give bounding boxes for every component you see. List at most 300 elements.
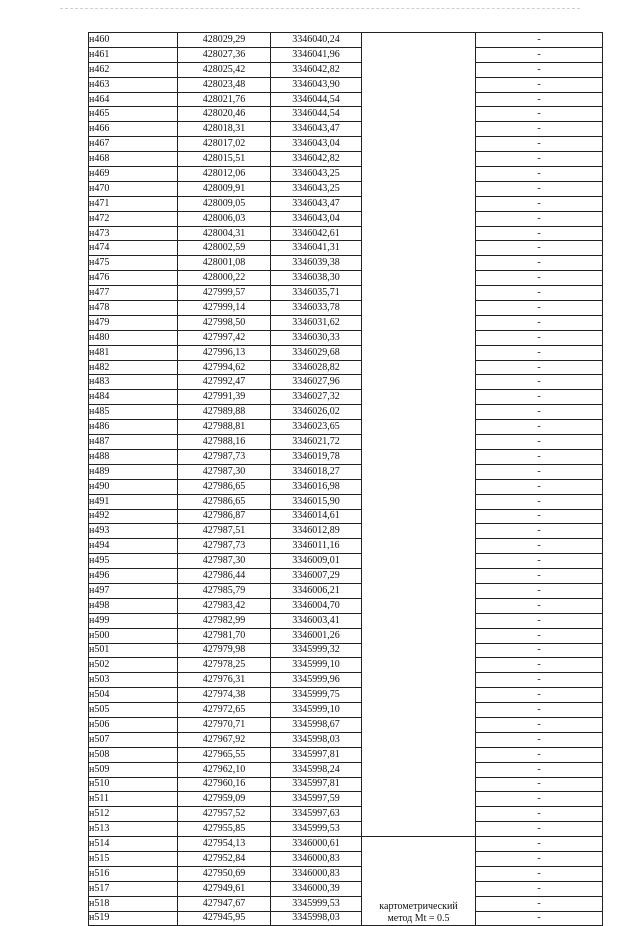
coordinates-table — [88, 32, 603, 926]
y-coordinate-cell: 3345999,53 — [271, 822, 362, 837]
point-id-cell: н496 — [89, 569, 178, 584]
table-row — [89, 881, 603, 896]
x-coordinate-cell: 427996,13 — [178, 345, 271, 360]
note-cell: - — [476, 688, 603, 703]
table-row — [89, 435, 603, 450]
point-id-cell: н478 — [89, 301, 178, 316]
x-coordinate-cell: 427987,51 — [178, 524, 271, 539]
table-row — [89, 628, 603, 643]
x-coordinate-cell: 427998,50 — [178, 315, 271, 330]
y-coordinate-cell: 3346027,96 — [271, 375, 362, 390]
point-id-cell: н512 — [89, 807, 178, 822]
point-id-cell: н469 — [89, 167, 178, 182]
y-coordinate-cell: 3346006,21 — [271, 583, 362, 598]
note-cell: - — [476, 375, 603, 390]
x-coordinate-cell: 427999,57 — [178, 286, 271, 301]
y-coordinate-cell: 3346043,47 — [271, 196, 362, 211]
table-row — [89, 658, 603, 673]
x-coordinate-cell: 428001,08 — [178, 256, 271, 271]
point-id-cell: н487 — [89, 435, 178, 450]
y-coordinate-cell: 3346000,39 — [271, 881, 362, 896]
point-id-cell: н467 — [89, 137, 178, 152]
table-row — [89, 792, 603, 807]
table-row — [89, 301, 603, 316]
table-row — [89, 256, 603, 271]
y-coordinate-cell: 3346015,90 — [271, 494, 362, 509]
y-coordinate-cell: 3345998,67 — [271, 717, 362, 732]
x-coordinate-cell: 427994,62 — [178, 360, 271, 375]
note-cell: - — [476, 92, 603, 107]
point-id-cell: н490 — [89, 479, 178, 494]
note-cell: - — [476, 435, 603, 450]
point-id-cell: н497 — [89, 583, 178, 598]
x-coordinate-cell: 427954,13 — [178, 837, 271, 852]
table-row — [89, 732, 603, 747]
table-row — [89, 390, 603, 405]
note-cell: - — [476, 77, 603, 92]
x-coordinate-cell: 428009,05 — [178, 196, 271, 211]
table-row — [89, 673, 603, 688]
point-id-cell: н482 — [89, 360, 178, 375]
table-row — [89, 822, 603, 837]
method-cell — [362, 837, 476, 926]
note-cell: - — [476, 628, 603, 643]
x-coordinate-cell: 427950,69 — [178, 866, 271, 881]
y-coordinate-cell: 3346031,62 — [271, 315, 362, 330]
note-cell: - — [476, 420, 603, 435]
y-coordinate-cell: 3346039,38 — [271, 256, 362, 271]
y-coordinate-cell: 3345998,24 — [271, 762, 362, 777]
point-id-cell: н474 — [89, 241, 178, 256]
point-id-cell: н495 — [89, 554, 178, 569]
note-cell: - — [476, 360, 603, 375]
table-row — [89, 286, 603, 301]
note-cell: - — [476, 896, 603, 911]
note-cell: - — [476, 598, 603, 613]
note-cell: - — [476, 464, 603, 479]
x-coordinate-cell: 427999,14 — [178, 301, 271, 316]
table-row — [89, 47, 603, 62]
note-cell: - — [476, 122, 603, 137]
table-row — [89, 360, 603, 375]
note-cell: - — [476, 569, 603, 584]
y-coordinate-cell: 3346000,83 — [271, 851, 362, 866]
x-coordinate-cell: 428017,02 — [178, 137, 271, 152]
note-cell: - — [476, 866, 603, 881]
x-coordinate-cell: 427987,73 — [178, 449, 271, 464]
table-row — [89, 107, 603, 122]
table-row — [89, 896, 603, 911]
y-coordinate-cell: 3346041,31 — [271, 241, 362, 256]
point-id-cell: н481 — [89, 345, 178, 360]
y-coordinate-cell: 3345998,03 — [271, 911, 362, 926]
table-row — [89, 122, 603, 137]
y-coordinate-cell: 3346030,33 — [271, 330, 362, 345]
point-id-cell: н488 — [89, 449, 178, 464]
note-cell: - — [476, 286, 603, 301]
note-cell: - — [476, 747, 603, 762]
note-cell: - — [476, 703, 603, 718]
table-row — [89, 911, 603, 926]
table-row — [89, 554, 603, 569]
point-id-cell: н484 — [89, 390, 178, 405]
x-coordinate-cell: 427987,30 — [178, 464, 271, 479]
point-id-cell: н493 — [89, 524, 178, 539]
x-coordinate-cell: 427945,95 — [178, 911, 271, 926]
x-coordinate-cell: 427986,44 — [178, 569, 271, 584]
y-coordinate-cell: 3346040,24 — [271, 33, 362, 48]
x-coordinate-cell: 427988,81 — [178, 420, 271, 435]
table-row — [89, 762, 603, 777]
x-coordinate-cell: 427982,99 — [178, 613, 271, 628]
x-coordinate-cell: 427978,25 — [178, 658, 271, 673]
point-id-cell: н463 — [89, 77, 178, 92]
point-id-cell: н506 — [89, 717, 178, 732]
x-coordinate-cell: 428018,31 — [178, 122, 271, 137]
point-id-cell: н479 — [89, 315, 178, 330]
x-coordinate-cell: 428020,46 — [178, 107, 271, 122]
note-cell: - — [476, 167, 603, 182]
point-id-cell: н491 — [89, 494, 178, 509]
y-coordinate-cell: 3346009,01 — [271, 554, 362, 569]
x-coordinate-cell: 428027,36 — [178, 47, 271, 62]
note-cell: - — [476, 524, 603, 539]
y-coordinate-cell: 3346043,47 — [271, 122, 362, 137]
note-cell: - — [476, 881, 603, 896]
y-coordinate-cell: 3346011,16 — [271, 539, 362, 554]
note-cell: - — [476, 613, 603, 628]
point-id-cell: н494 — [89, 539, 178, 554]
table-row — [89, 226, 603, 241]
note-cell: - — [476, 717, 603, 732]
note-cell: - — [476, 330, 603, 345]
x-coordinate-cell: 428012,06 — [178, 167, 271, 182]
table-row — [89, 449, 603, 464]
x-coordinate-cell: 427983,42 — [178, 598, 271, 613]
x-coordinate-cell: 427981,70 — [178, 628, 271, 643]
y-coordinate-cell: 3346007,29 — [271, 569, 362, 584]
note-cell: - — [476, 539, 603, 554]
point-id-cell: н476 — [89, 271, 178, 286]
y-coordinate-cell: 3346023,65 — [271, 420, 362, 435]
point-id-cell: н507 — [89, 732, 178, 747]
y-coordinate-cell: 3346001,26 — [271, 628, 362, 643]
y-coordinate-cell: 3346018,27 — [271, 464, 362, 479]
note-cell: - — [476, 137, 603, 152]
y-coordinate-cell: 3346000,61 — [271, 837, 362, 852]
method-label: картометрический — [379, 901, 458, 913]
note-cell: - — [476, 196, 603, 211]
table-row — [89, 851, 603, 866]
y-coordinate-cell: 3345999,10 — [271, 703, 362, 718]
x-coordinate-cell: 427967,92 — [178, 732, 271, 747]
x-coordinate-cell: 428006,03 — [178, 211, 271, 226]
page-top-edge — [60, 8, 580, 9]
y-coordinate-cell: 3346000,83 — [271, 866, 362, 881]
point-id-cell: н518 — [89, 896, 178, 911]
x-coordinate-cell: 428025,42 — [178, 62, 271, 77]
note-cell: - — [476, 643, 603, 658]
x-coordinate-cell: 428015,51 — [178, 152, 271, 167]
point-id-cell: н513 — [89, 822, 178, 837]
method-accuracy: метод Mt = 0.5 — [387, 913, 450, 925]
table-row — [89, 405, 603, 420]
point-id-cell: н468 — [89, 152, 178, 167]
y-coordinate-cell: 3346043,90 — [271, 77, 362, 92]
note-cell: - — [476, 107, 603, 122]
note-cell: - — [476, 345, 603, 360]
note-cell: - — [476, 911, 603, 926]
table-row — [89, 866, 603, 881]
y-coordinate-cell: 3346038,30 — [271, 271, 362, 286]
note-cell: - — [476, 211, 603, 226]
point-id-cell: н473 — [89, 226, 178, 241]
y-coordinate-cell: 3346042,61 — [271, 226, 362, 241]
point-id-cell: н515 — [89, 851, 178, 866]
note-cell: - — [476, 152, 603, 167]
y-coordinate-cell: 3346043,25 — [271, 167, 362, 182]
point-id-cell: н517 — [89, 881, 178, 896]
x-coordinate-cell: 427988,16 — [178, 435, 271, 450]
point-id-cell: н472 — [89, 211, 178, 226]
note-cell: - — [476, 822, 603, 837]
y-coordinate-cell: 3346012,89 — [271, 524, 362, 539]
table-row — [89, 375, 603, 390]
table-row — [89, 464, 603, 479]
x-coordinate-cell: 428009,91 — [178, 181, 271, 196]
point-id-cell: н460 — [89, 33, 178, 48]
point-id-cell: н514 — [89, 837, 178, 852]
table-row — [89, 539, 603, 554]
point-id-cell: н464 — [89, 92, 178, 107]
table-row — [89, 703, 603, 718]
y-coordinate-cell: 3345999,10 — [271, 658, 362, 673]
note-cell: - — [476, 837, 603, 852]
table-row — [89, 688, 603, 703]
table-row — [89, 241, 603, 256]
x-coordinate-cell: 427970,71 — [178, 717, 271, 732]
note-cell: - — [476, 405, 603, 420]
y-coordinate-cell: 3346044,54 — [271, 92, 362, 107]
x-coordinate-cell: 427989,88 — [178, 405, 271, 420]
table-row — [89, 167, 603, 182]
note-cell: - — [476, 390, 603, 405]
point-id-cell: н509 — [89, 762, 178, 777]
table-row — [89, 137, 603, 152]
note-cell: - — [476, 777, 603, 792]
note-cell: - — [476, 181, 603, 196]
x-coordinate-cell: 427959,09 — [178, 792, 271, 807]
y-coordinate-cell: 3346003,41 — [271, 613, 362, 628]
point-id-cell: н500 — [89, 628, 178, 643]
note-cell: - — [476, 732, 603, 747]
note-cell: - — [476, 47, 603, 62]
table-row — [89, 211, 603, 226]
table-row — [89, 330, 603, 345]
table-row — [89, 598, 603, 613]
table-row — [89, 315, 603, 330]
table-row — [89, 494, 603, 509]
note-cell: - — [476, 807, 603, 822]
x-coordinate-cell: 427987,73 — [178, 539, 271, 554]
point-id-cell: н510 — [89, 777, 178, 792]
y-coordinate-cell: 3346043,04 — [271, 137, 362, 152]
note-cell: - — [476, 256, 603, 271]
table-row — [89, 524, 603, 539]
note-cell: - — [476, 479, 603, 494]
table-row — [89, 420, 603, 435]
y-coordinate-cell: 3346026,02 — [271, 405, 362, 420]
table-row — [89, 509, 603, 524]
point-id-cell: н511 — [89, 792, 178, 807]
x-coordinate-cell: 427992,47 — [178, 375, 271, 390]
y-coordinate-cell: 3346019,78 — [271, 449, 362, 464]
y-coordinate-cell: 3346033,78 — [271, 301, 362, 316]
table-row — [89, 569, 603, 584]
y-coordinate-cell: 3346029,68 — [271, 345, 362, 360]
x-coordinate-cell: 427985,79 — [178, 583, 271, 598]
x-coordinate-cell: 427952,84 — [178, 851, 271, 866]
y-coordinate-cell: 3346021,72 — [271, 435, 362, 450]
x-coordinate-cell: 428004,31 — [178, 226, 271, 241]
point-id-cell: н483 — [89, 375, 178, 390]
point-id-cell: н486 — [89, 420, 178, 435]
note-cell: - — [476, 315, 603, 330]
x-coordinate-cell: 427991,39 — [178, 390, 271, 405]
x-coordinate-cell: 427997,42 — [178, 330, 271, 345]
x-coordinate-cell: 427949,61 — [178, 881, 271, 896]
note-cell: - — [476, 762, 603, 777]
x-coordinate-cell: 427957,52 — [178, 807, 271, 822]
table-row — [89, 92, 603, 107]
table-row — [89, 33, 603, 48]
point-id-cell: н498 — [89, 598, 178, 613]
note-cell: - — [476, 301, 603, 316]
y-coordinate-cell: 3346035,71 — [271, 286, 362, 301]
table-row — [89, 807, 603, 822]
y-coordinate-cell: 3345998,03 — [271, 732, 362, 747]
note-cell: - — [476, 33, 603, 48]
table-row — [89, 613, 603, 628]
y-coordinate-cell: 3345997,81 — [271, 747, 362, 762]
note-cell: - — [476, 271, 603, 286]
note-cell: - — [476, 583, 603, 598]
point-id-cell: н519 — [89, 911, 178, 926]
y-coordinate-cell: 3346043,25 — [271, 181, 362, 196]
table-row — [89, 62, 603, 77]
y-coordinate-cell: 3346042,82 — [271, 152, 362, 167]
y-coordinate-cell: 3346027,32 — [271, 390, 362, 405]
coordinates-table-body — [89, 33, 603, 926]
x-coordinate-cell: 428029,29 — [178, 33, 271, 48]
x-coordinate-cell: 427979,98 — [178, 643, 271, 658]
table-row — [89, 479, 603, 494]
note-cell: - — [476, 658, 603, 673]
x-coordinate-cell: 428002,59 — [178, 241, 271, 256]
point-id-cell: н470 — [89, 181, 178, 196]
note-cell: - — [476, 494, 603, 509]
y-coordinate-cell: 3345997,63 — [271, 807, 362, 822]
y-coordinate-cell: 3346041,96 — [271, 47, 362, 62]
y-coordinate-cell: 3345999,96 — [271, 673, 362, 688]
x-coordinate-cell: 427986,87 — [178, 509, 271, 524]
y-coordinate-cell: 3346042,82 — [271, 62, 362, 77]
table-row — [89, 717, 603, 732]
x-coordinate-cell: 427974,38 — [178, 688, 271, 703]
note-cell: - — [476, 554, 603, 569]
note-cell: - — [476, 851, 603, 866]
note-cell: - — [476, 241, 603, 256]
table-row — [89, 196, 603, 211]
y-coordinate-cell: 3346044,54 — [271, 107, 362, 122]
x-coordinate-cell: 427976,31 — [178, 673, 271, 688]
x-coordinate-cell: 427972,65 — [178, 703, 271, 718]
table-row — [89, 747, 603, 762]
note-cell: - — [476, 62, 603, 77]
x-coordinate-cell: 427986,65 — [178, 479, 271, 494]
point-id-cell: н501 — [89, 643, 178, 658]
point-id-cell: н502 — [89, 658, 178, 673]
x-coordinate-cell: 427960,16 — [178, 777, 271, 792]
point-id-cell: н503 — [89, 673, 178, 688]
note-cell: - — [476, 673, 603, 688]
table-row — [89, 152, 603, 167]
point-id-cell: н485 — [89, 405, 178, 420]
point-id-cell: н471 — [89, 196, 178, 211]
table-row — [89, 643, 603, 658]
x-coordinate-cell: 428023,48 — [178, 77, 271, 92]
y-coordinate-cell: 3346014,61 — [271, 509, 362, 524]
point-id-cell: н505 — [89, 703, 178, 718]
point-id-cell: н508 — [89, 747, 178, 762]
y-coordinate-cell: 3346016,98 — [271, 479, 362, 494]
point-id-cell: н504 — [89, 688, 178, 703]
y-coordinate-cell: 3346043,04 — [271, 211, 362, 226]
y-coordinate-cell: 3346004,70 — [271, 598, 362, 613]
point-id-cell: н465 — [89, 107, 178, 122]
x-coordinate-cell: 427986,65 — [178, 494, 271, 509]
point-id-cell: н492 — [89, 509, 178, 524]
y-coordinate-cell: 3345999,75 — [271, 688, 362, 703]
x-coordinate-cell: 427947,67 — [178, 896, 271, 911]
x-coordinate-cell: 428000,22 — [178, 271, 271, 286]
point-id-cell: н462 — [89, 62, 178, 77]
point-id-cell: н461 — [89, 47, 178, 62]
table-row — [89, 583, 603, 598]
y-coordinate-cell: 3346028,82 — [271, 360, 362, 375]
point-id-cell: н499 — [89, 613, 178, 628]
table-row — [89, 777, 603, 792]
table-row — [89, 77, 603, 92]
table-row — [89, 345, 603, 360]
note-cell: - — [476, 449, 603, 464]
y-coordinate-cell: 3345997,81 — [271, 777, 362, 792]
method-cell-empty — [362, 33, 476, 837]
x-coordinate-cell: 427987,30 — [178, 554, 271, 569]
note-cell: - — [476, 226, 603, 241]
y-coordinate-cell: 3345997,59 — [271, 792, 362, 807]
point-id-cell: н475 — [89, 256, 178, 271]
table-row — [89, 837, 603, 852]
table-row — [89, 271, 603, 286]
x-coordinate-cell: 427965,55 — [178, 747, 271, 762]
y-coordinate-cell: 3345999,32 — [271, 643, 362, 658]
y-coordinate-cell: 3345999,53 — [271, 896, 362, 911]
point-id-cell: н516 — [89, 866, 178, 881]
note-cell: - — [476, 509, 603, 524]
point-id-cell: н480 — [89, 330, 178, 345]
x-coordinate-cell: 427962,10 — [178, 762, 271, 777]
